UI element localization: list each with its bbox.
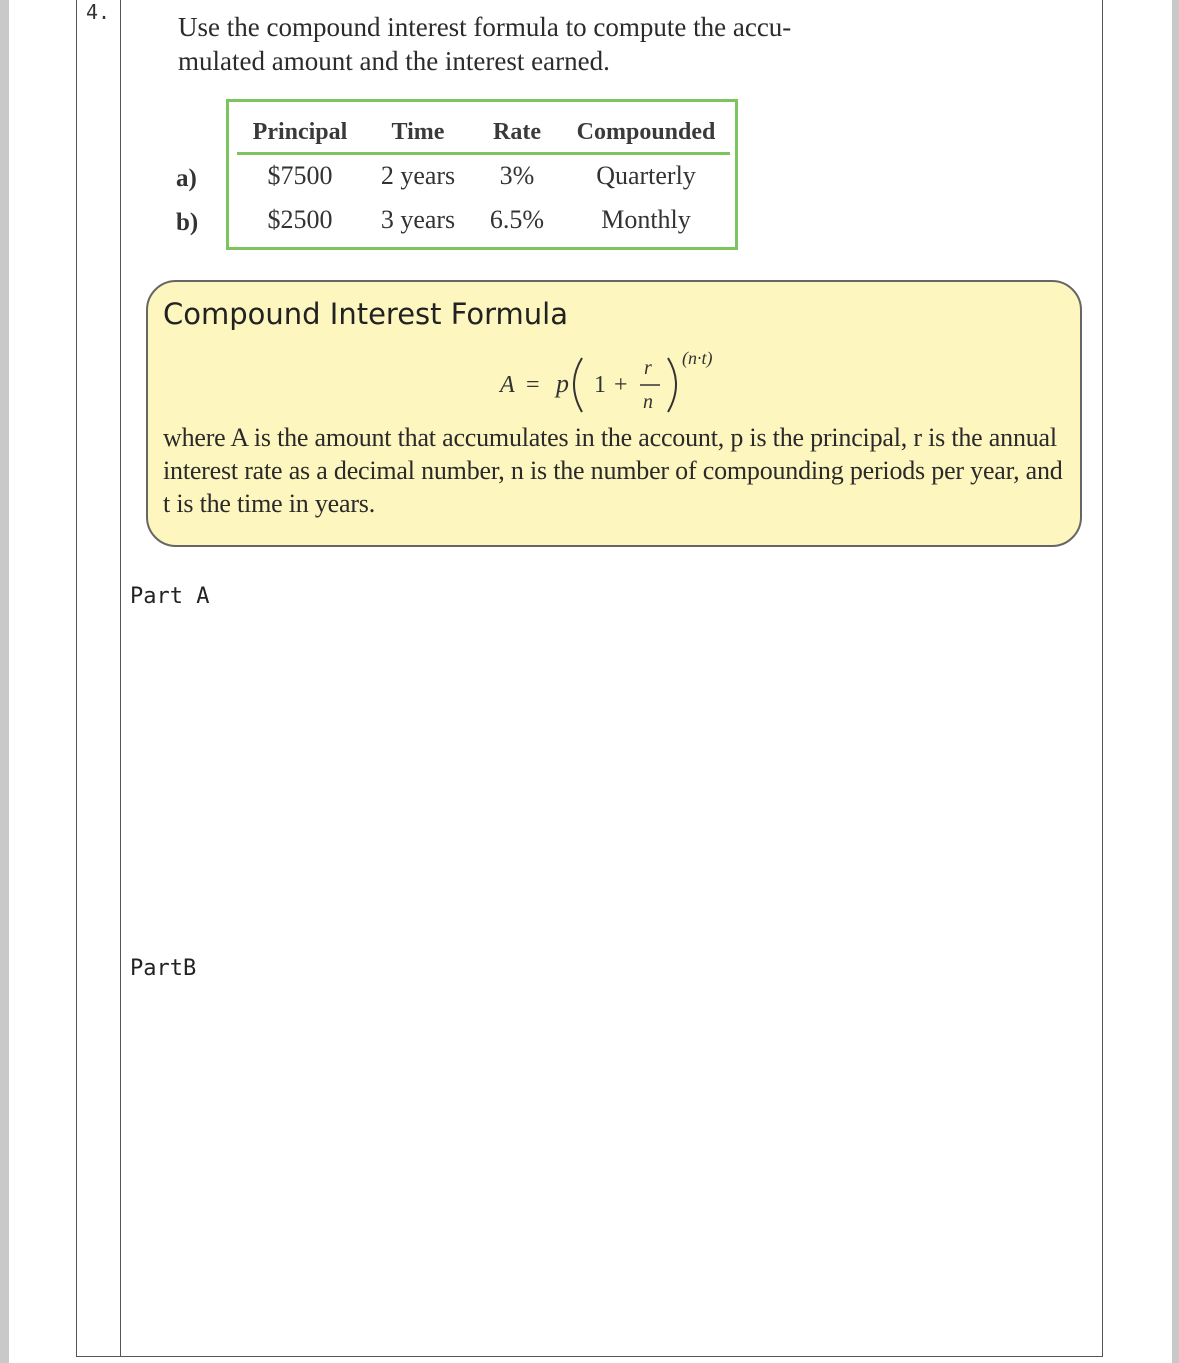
part-a-label: Part A (130, 584, 210, 609)
grid-line-outer-left (76, 0, 77, 1357)
formula-equals: = (526, 372, 540, 398)
formula-one: 1 (594, 372, 606, 398)
row-a-compounded: Quarterly (596, 161, 696, 190)
row-b-time: 3 years (380, 205, 456, 234)
formula-exponent: (n·t) (682, 348, 713, 368)
header-principal: Principal (252, 119, 348, 145)
left-page-edge (0, 0, 9, 1363)
row-label-b: b) (176, 209, 199, 236)
part-b-label: PartB (130, 956, 197, 981)
formula-plus: + (614, 372, 628, 398)
formula-lhs: A (500, 372, 515, 398)
left-paren (574, 358, 582, 412)
right-paren (668, 358, 676, 412)
formula-p: p (556, 369, 569, 398)
table-header-rule (237, 152, 730, 155)
formula-numerator: r (644, 357, 652, 379)
compound-interest-formula (490, 340, 750, 420)
formula-denominator: n (643, 391, 653, 413)
row-a-rate: 3% (499, 161, 535, 190)
header-time: Time (391, 119, 445, 145)
formula-title: Compound Interest Formula (163, 297, 569, 331)
right-page-edge (1172, 0, 1179, 1363)
grid-line-bottom (76, 1356, 1103, 1357)
prompt-line-1: Use the compound interest formula to compute the accu- (178, 12, 792, 42)
row-a-principal: $7500 (267, 161, 333, 190)
grid-line-inner-left (120, 0, 121, 1357)
prompt-line-2: mulated amount and the interest earned. (178, 46, 610, 76)
grid-line-right (1102, 0, 1103, 1357)
formula-description: where A is the amount that accumulates in the account, p is the principal, r is the annual interest rate as a decimal number, n is the number of compounding periods per year, and t is the time in years. (163, 423, 1063, 518)
row-b-compounded: Monthly (601, 205, 691, 234)
row-label-a: a) (176, 165, 197, 192)
header-rate: Rate (493, 119, 541, 145)
row-b-rate: 6.5% (489, 205, 545, 234)
row-a-time: 2 years (380, 161, 456, 190)
question-number: 4. (86, 0, 111, 24)
question-prompt (178, 10, 858, 78)
header-compounded: Compounded (576, 119, 716, 145)
row-b-principal: $2500 (267, 205, 333, 234)
